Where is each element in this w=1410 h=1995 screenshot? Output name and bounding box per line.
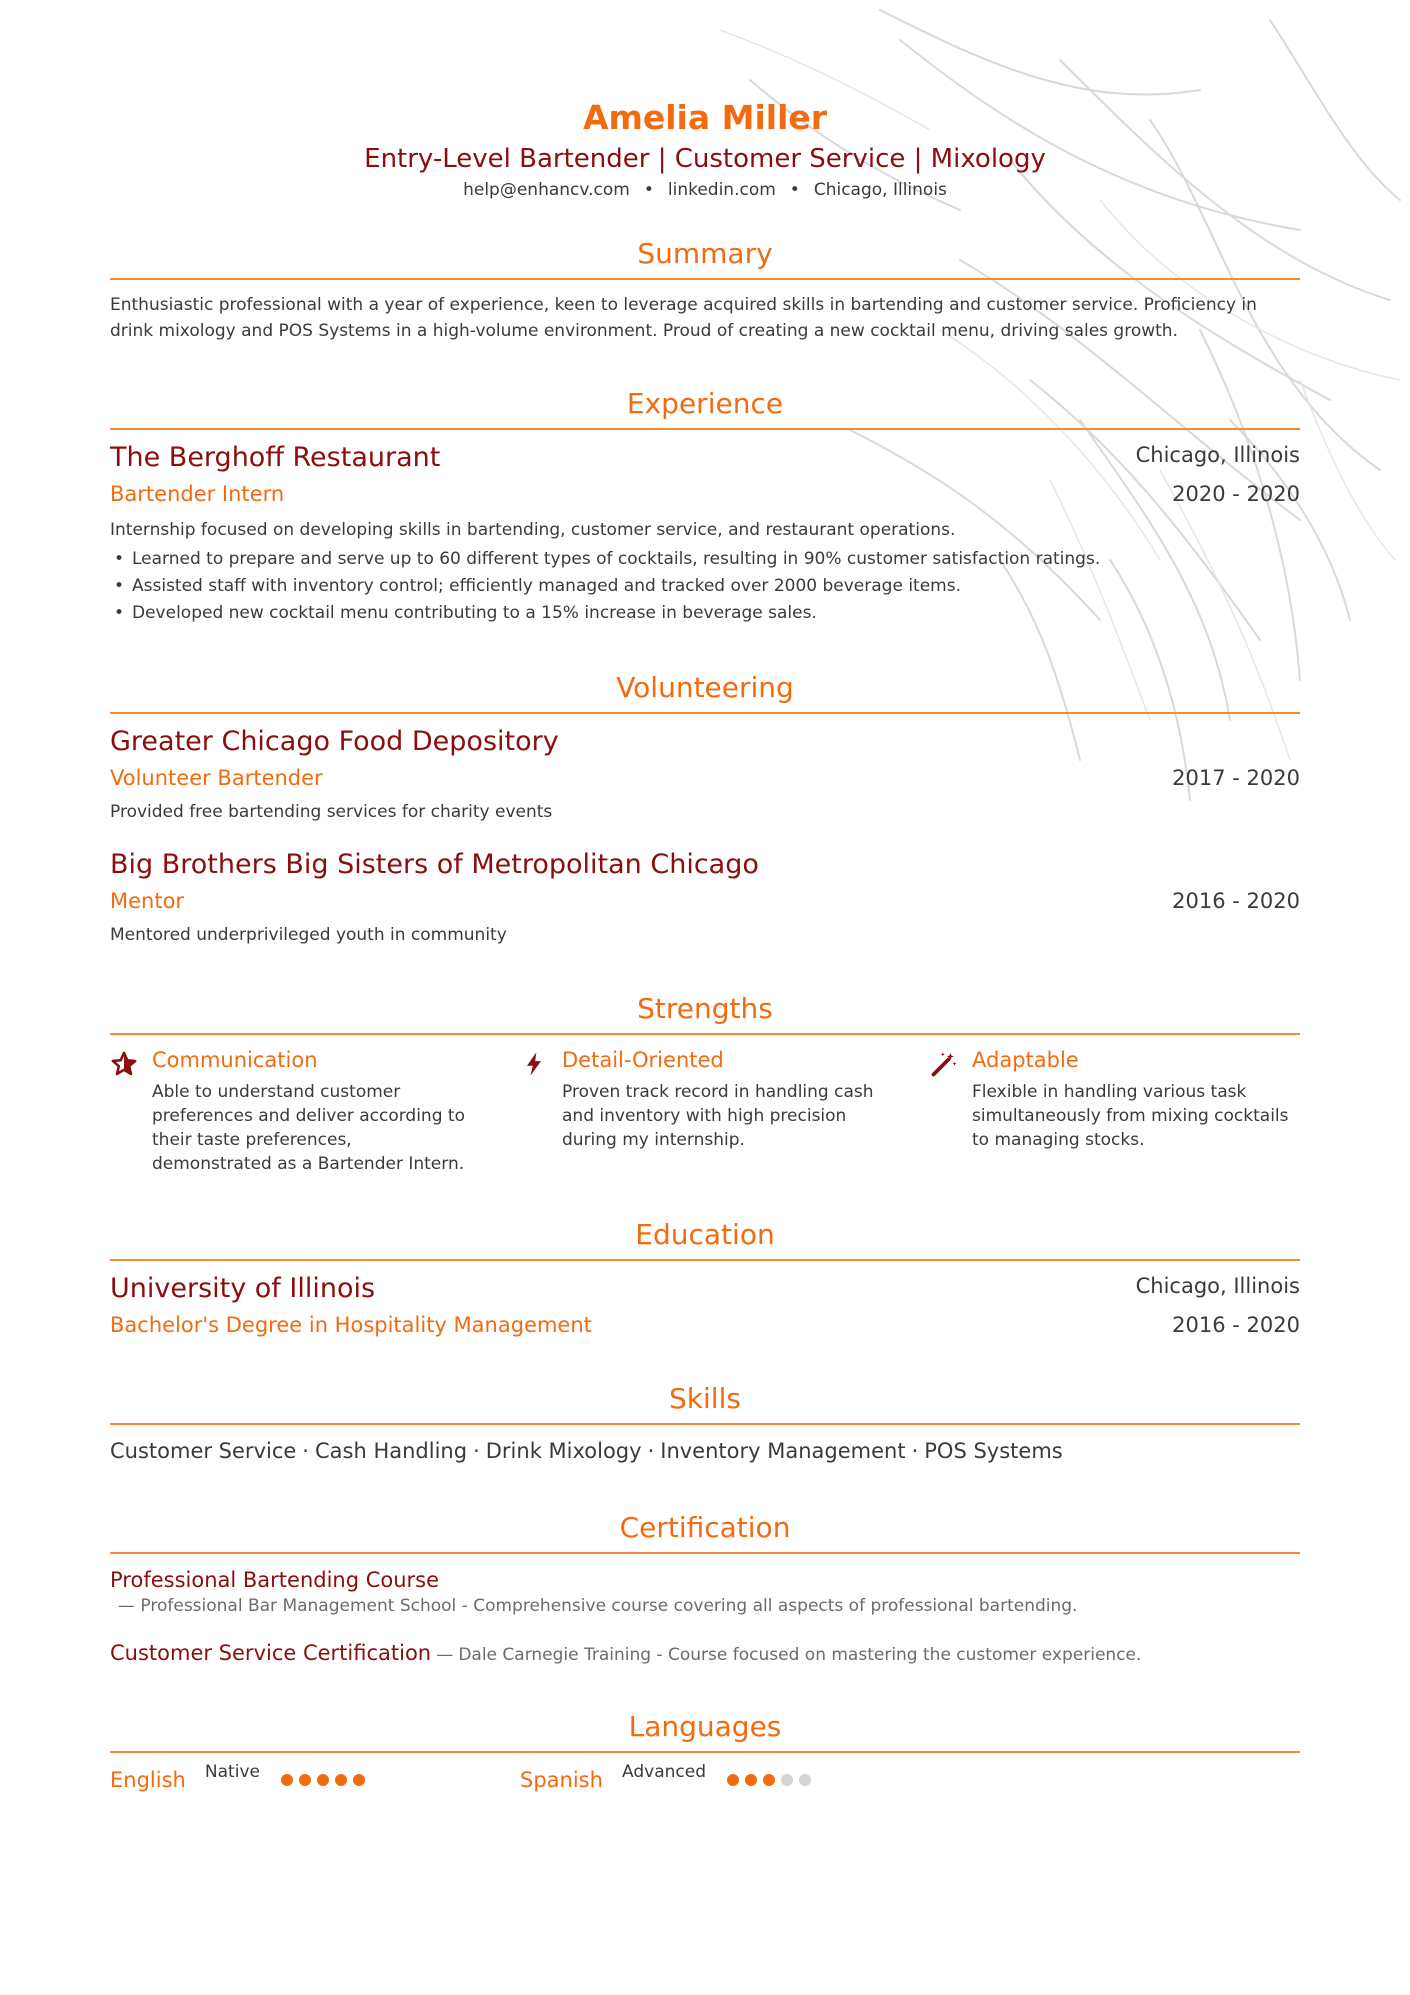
education-heading: Education [635, 1218, 775, 1251]
strength-title: Detail-Oriented [562, 1048, 724, 1072]
volunteer-org: Big Brothers Big Sisters of Metropolitan Chicago [110, 849, 759, 880]
language-item [520, 1762, 817, 1794]
section-divider [110, 1751, 1300, 1753]
rating-dot-filled [281, 1774, 293, 1786]
language-rating [727, 1771, 817, 1790]
rating-dot-filled [763, 1774, 775, 1786]
certification-meta-line [110, 1594, 1300, 1618]
section-divider [110, 1552, 1300, 1554]
rating-dot-empty [781, 1774, 793, 1786]
contact-line [110, 178, 1300, 202]
skill-separator: · [911, 1439, 919, 1463]
dash: — [118, 1596, 135, 1616]
contact-separator: • [789, 180, 800, 200]
candidate-headline: Entry-Level Bartender | Customer Service | Mixology [364, 144, 1046, 174]
strength-title: Adaptable [972, 1048, 1079, 1072]
experience-role: Bartender Intern [110, 482, 285, 506]
certification-title: Professional Bartending Course [110, 1568, 440, 1592]
certification-item [110, 1639, 1300, 1667]
contact-separator: • [643, 180, 654, 200]
education-school: University of Illinois [110, 1273, 376, 1304]
languages-row [110, 1762, 1300, 1806]
skill-separator: · [647, 1439, 655, 1463]
experience-dates: 2020 - 2020 [1172, 482, 1300, 506]
language-item [110, 1762, 371, 1794]
magic-wand-icon [930, 1050, 958, 1078]
languages-heading: Languages [628, 1710, 782, 1743]
skill-item: Cash Handling [314, 1439, 468, 1463]
certification-meta: Dale Carnegie Training - Course focused on mastering the customer experience. [458, 1645, 1142, 1665]
rating-dot-filled [745, 1774, 757, 1786]
rating-dot-filled [317, 1774, 329, 1786]
section-divider [110, 712, 1300, 714]
certification-item [110, 1566, 1300, 1618]
language-name: Spanish [520, 1768, 603, 1792]
volunteer-description: Mentored underprivileged youth in community [110, 925, 507, 945]
experience-heading: Experience [626, 387, 784, 420]
volunteer-org: Greater Chicago Food Depository [110, 726, 559, 757]
list-item: • Learned to prepare and serve up to 60 different types of cocktails, resulting in 90% customer satisfaction ratings. [110, 546, 1100, 573]
summary-heading: Summary [637, 237, 773, 270]
skill-item: Inventory Management [660, 1439, 906, 1463]
star-icon [110, 1050, 138, 1078]
education-location: Chicago, Illinois [1135, 1274, 1300, 1298]
summary-text: Enthusiastic professional with a year of experience, keen to leverage acquired skills in bartending and customer service. Proficiency in drink mixology and POS Systems in a high-volume environment. Proud of creating a new cocktail menu, driving sales growth. [110, 295, 1257, 341]
certification-meta: Professional Bar Management School - Comprehensive course covering all aspects of professional bartending. [140, 1596, 1078, 1616]
section-divider [110, 278, 1300, 280]
strength-title: Communication [152, 1048, 318, 1072]
strengths-heading: Strengths [637, 992, 773, 1025]
certification-heading: Certification [619, 1511, 791, 1544]
volunteer-dates: 2017 - 2020 [1172, 766, 1300, 790]
section-divider [110, 1423, 1300, 1425]
list-item: • Assisted staff with inventory control; efficiently managed and tracked over 2000 beverage items. [110, 573, 1100, 600]
rating-dot-filled [353, 1774, 365, 1786]
experience-bullets [110, 546, 1100, 627]
strength-description: Flexible in handling various task simultaneously from mixing cocktails to managing stocks. [972, 1082, 1289, 1150]
candidate-name: Amelia Miller [582, 98, 828, 137]
volunteer-description: Provided free bartending services for charity events [110, 802, 553, 822]
list-item: • Developed new cocktail menu contributing to a 15% increase in beverage sales. [110, 600, 1100, 627]
education-dates: 2016 - 2020 [1172, 1313, 1300, 1337]
rating-dot-filled [335, 1774, 347, 1786]
volunteer-dates: 2016 - 2020 [1172, 889, 1300, 913]
language-level: Advanced [622, 1762, 707, 1782]
skills-heading: Skills [669, 1382, 741, 1415]
skills-list [110, 1436, 1063, 1466]
experience-description: Internship focused on developing skills in bartending, customer service, and restaurant operations. [110, 520, 956, 540]
skill-item: Drink Mixology [485, 1439, 642, 1463]
language-rating [281, 1771, 371, 1790]
location-text: Chicago, Illinois [813, 180, 947, 200]
rating-dot-empty [799, 1774, 811, 1786]
rating-dot-filled [727, 1774, 739, 1786]
skill-separator: · [302, 1439, 309, 1463]
section-divider [110, 428, 1300, 430]
language-name: English [110, 1768, 186, 1792]
section-divider [110, 1033, 1300, 1035]
rating-dot-filled [299, 1774, 311, 1786]
section-divider [110, 1259, 1300, 1261]
lightning-bolt-icon [520, 1050, 548, 1078]
skill-separator: · [473, 1439, 480, 1463]
experience-location: Chicago, Illinois [1135, 443, 1300, 467]
volunteer-role: Volunteer Bartender [110, 766, 323, 790]
experience-org: The Berghoff Restaurant [110, 442, 441, 473]
email-link[interactable]: help@enhancv.com [463, 180, 630, 200]
skill-item: Customer Service [110, 1439, 297, 1463]
skill-item: POS Systems [924, 1439, 1063, 1463]
certification-title: Customer Service Certification [110, 1641, 432, 1665]
linkedin-link[interactable]: linkedin.com [667, 180, 776, 200]
language-level: Native [204, 1762, 260, 1782]
strength-description: Proven track record in handling cash and inventory with high precision during my internship. [562, 1082, 874, 1150]
volunteer-role: Mentor [110, 889, 185, 913]
volunteering-heading: Volunteering [616, 671, 794, 704]
dash: — [436, 1645, 454, 1665]
strength-description: Able to understand customer preferences and deliver according to their taste preferences, demonstrated as a Bartender Intern. [152, 1082, 465, 1174]
education-degree: Bachelor's Degree in Hospitality Management [110, 1313, 592, 1337]
